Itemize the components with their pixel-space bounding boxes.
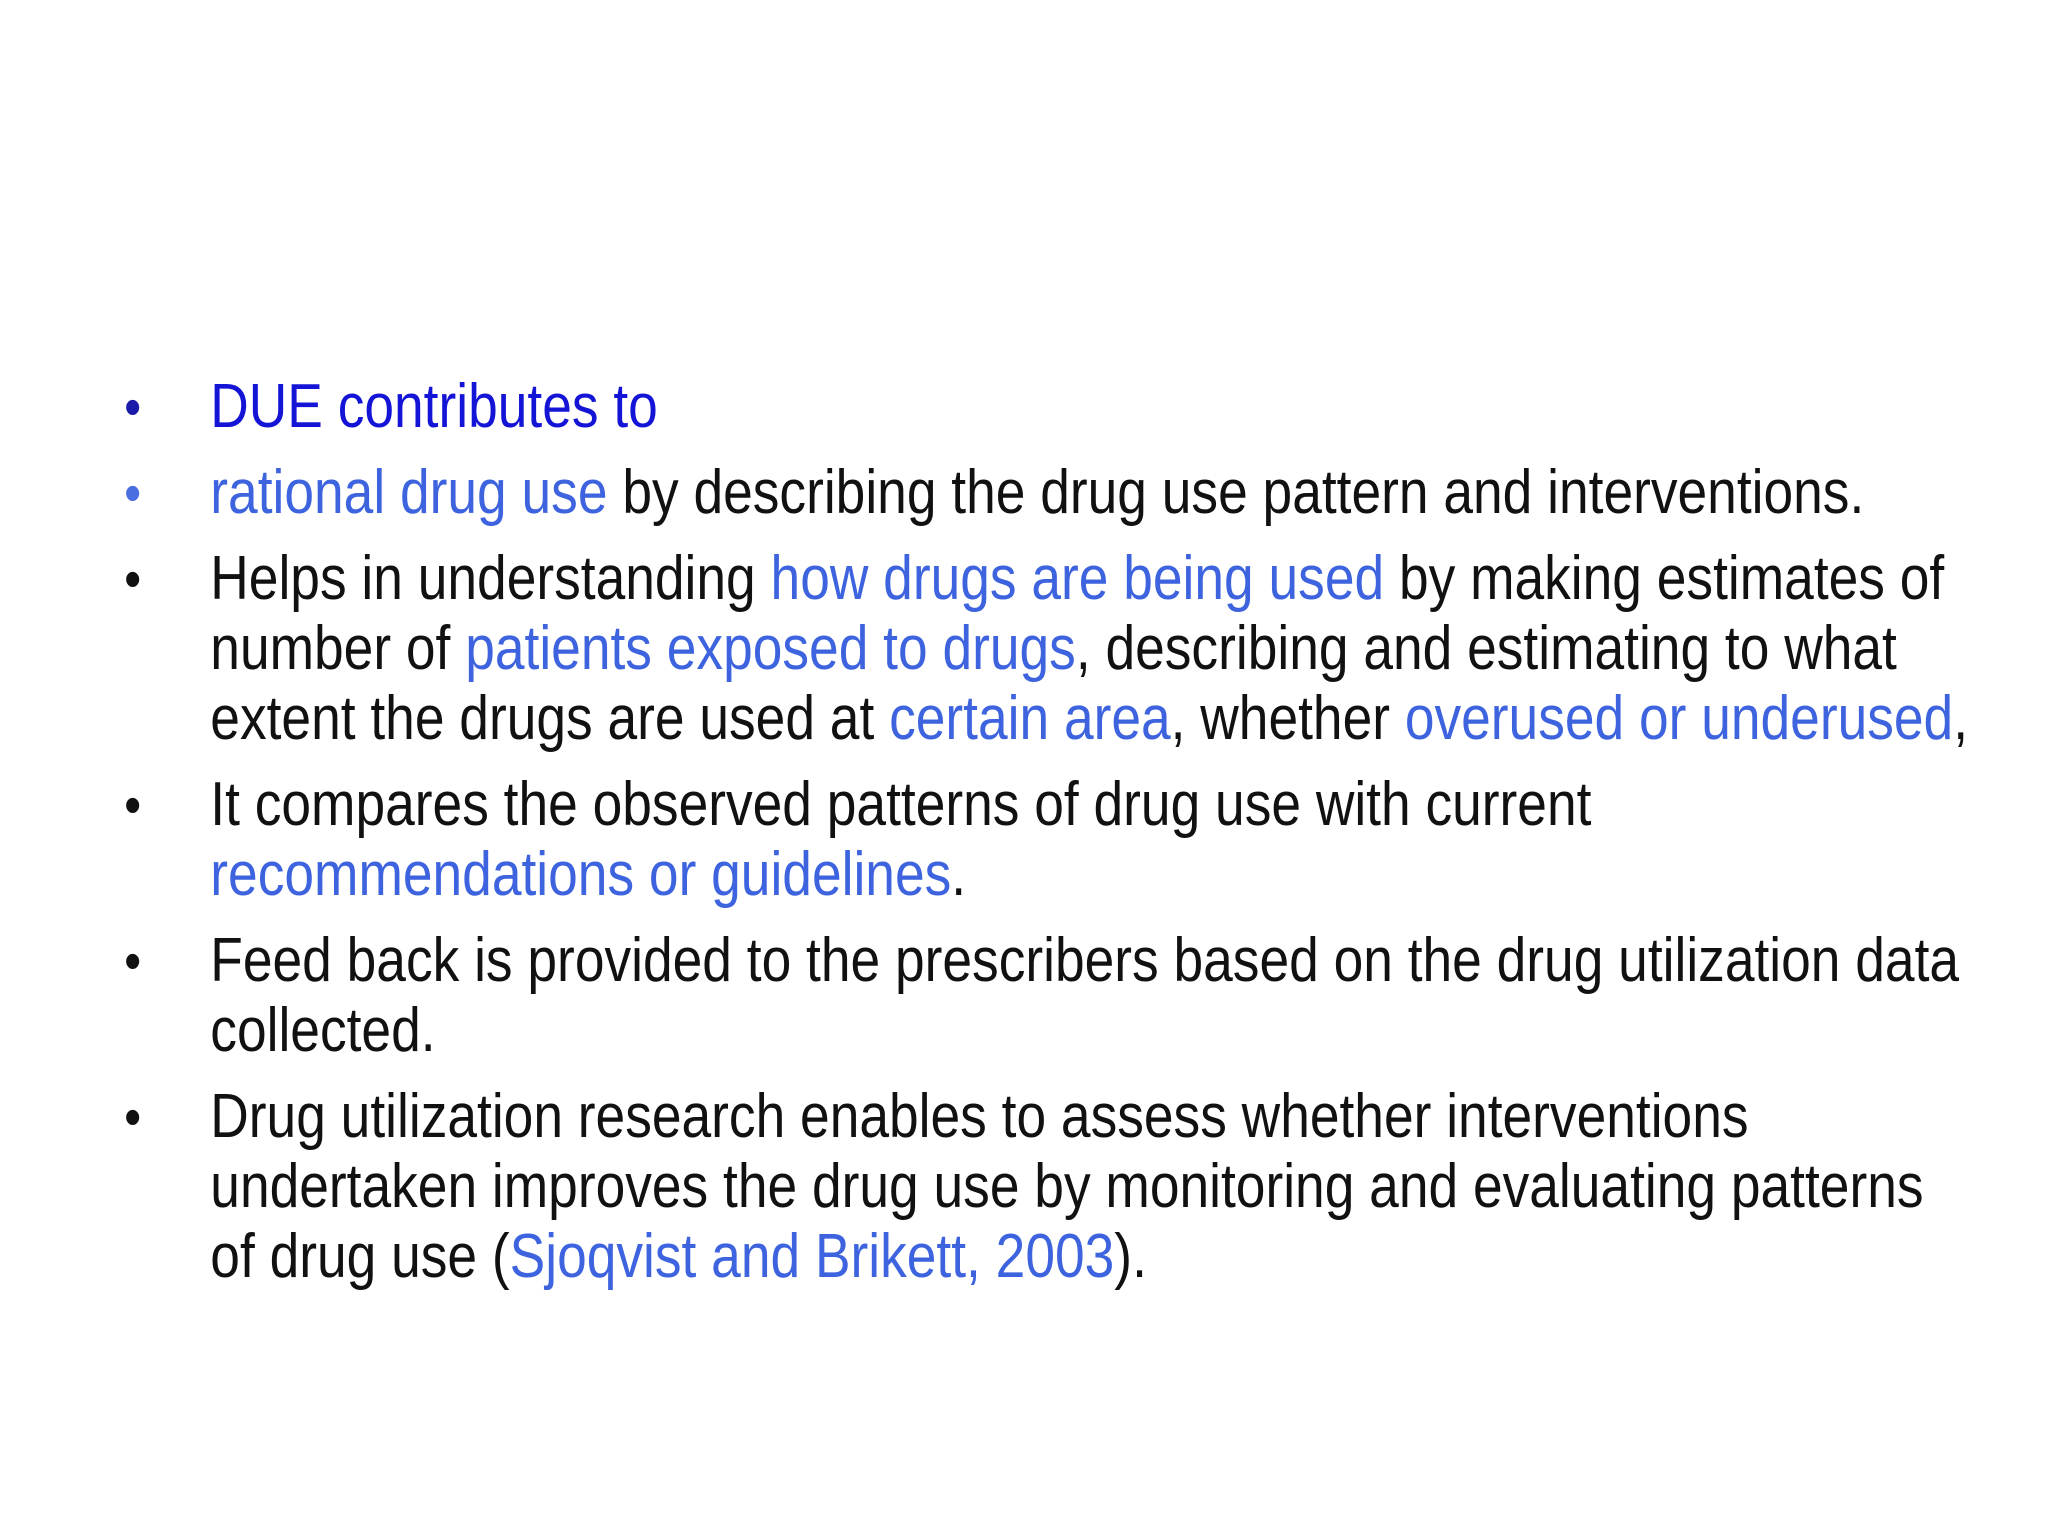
bullet-item-2	[120, 458, 1982, 528]
bullet-item-3	[120, 544, 1982, 754]
bullet-1-text: DUE contributes to	[210, 372, 658, 441]
bullet-3-text-b: by making estimates of number of	[210, 544, 1945, 683]
bullet-dot-icon: •	[124, 1085, 142, 1148]
bullet-2-text: by describing the drug use pattern and interventions.	[607, 458, 1865, 527]
bullet-3-text-e: ,	[1953, 684, 1969, 753]
bullet-3-highlight-c: certain area	[889, 684, 1171, 753]
bullet-3-highlight-a: how drugs are being used	[770, 544, 1385, 613]
bullet-3-text-c: , describing and estimating to what extent the drugs are used at	[210, 614, 1897, 753]
bullet-6-text-b: ).	[1114, 1222, 1147, 1291]
bullet-4-text-a: It compares the observed patterns of drug use with current	[210, 770, 1592, 839]
bullet-dot-icon: •	[124, 547, 142, 610]
bullet-3-highlight-d: overused or underused	[1404, 684, 1954, 753]
bullet-item-5	[120, 926, 1982, 1066]
bullet-6-citation: Sjoqvist and Brikett, 2003	[509, 1222, 1115, 1291]
bullet-dot-icon: •	[124, 773, 142, 836]
bullet-dot-icon: •	[124, 375, 142, 438]
bullet-dot-icon: •	[124, 461, 142, 524]
bullet-3-text-a: Helps in understanding	[210, 544, 771, 613]
bullet-list	[120, 372, 1969, 1308]
bullet-4-highlight: recommendations or guidelines	[210, 840, 952, 909]
bullet-5-text: Feed back is provided to the prescribers based on the drug utilization data collected.	[210, 926, 1960, 1065]
bullet-6-text-a: Drug utilization research enables to assess whether interventions undertaken improves the drug use by monitoring and evaluating patterns of drug use (	[210, 1082, 1924, 1291]
bullet-3-highlight-b: patients exposed to drugs	[465, 614, 1076, 683]
bullet-item-1	[120, 372, 1982, 442]
bullet-4-text-b: .	[951, 840, 967, 909]
bullet-2-highlight: rational drug use	[210, 458, 608, 527]
bullet-item-4	[120, 770, 1982, 910]
bullet-3-text-d: , whether	[1170, 684, 1405, 753]
bullet-item-6	[120, 1082, 1982, 1292]
bullet-dot-icon: •	[124, 929, 142, 992]
